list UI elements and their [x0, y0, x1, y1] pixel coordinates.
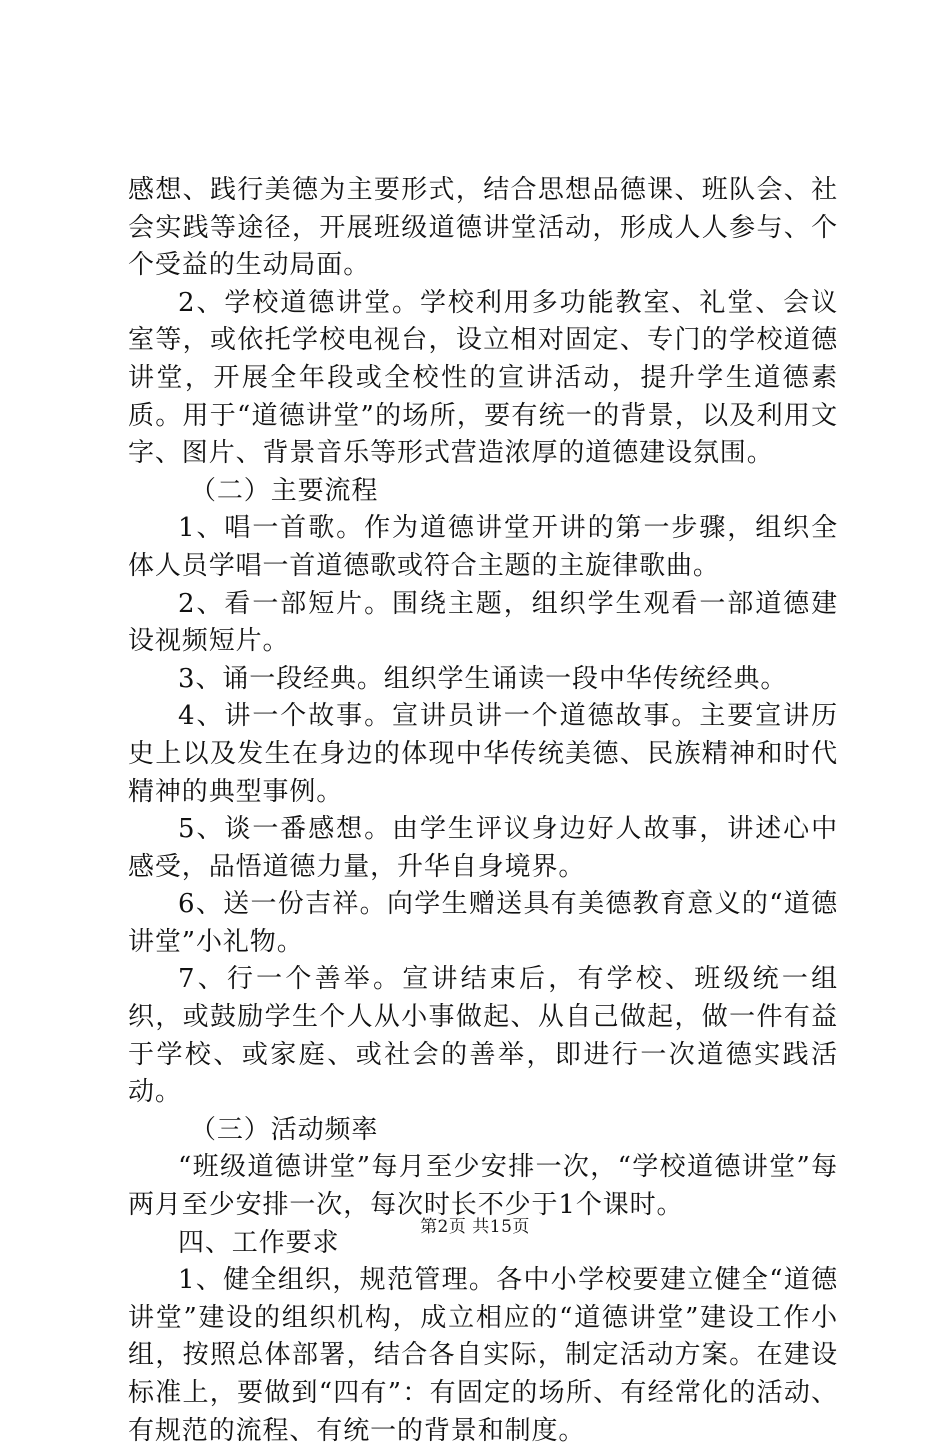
- paragraph-organization: 1、健全组织，规范管理。各中小学校要建立健全“道德讲堂”建设的组织机构，成立相应的“道德讲堂”建设工作小组，按照总体部署，结合各自实际，制定活动方案。在建设标准上，要做到“四有”：有固定的场所、有经常化的活动、有规范的流程、有统一的背景和制度。: [128, 1265, 838, 1446]
- paragraph-step-sing: 1、唱一首歌。作为道德讲堂开讲的第一步骤，组织全体人员学唱一首道德歌或符合主题的主旋律歌曲。: [128, 513, 838, 581]
- paragraph-step-good-deed: 7、行一个善举。宣讲结束后，有学校、班级统一组织，或鼓励学生个人从小事做起、从自己做起，做一件有益于学校、或家庭、或社会的善举，即进行一次道德实践活动。: [128, 964, 838, 1108]
- page-number-footer: 第2页 共15页: [420, 1217, 530, 1237]
- paragraph-step-recite: 3、诵一段经典。组织学生诵读一段中华传统经典。: [178, 663, 788, 694]
- paragraph-step-reflect: 5、谈一番感想。由学生评议身边好人故事，讲述心中感受，品悟道德力量，升华自身境界。: [128, 814, 838, 882]
- paragraph-step-story: 4、讲一个故事。宣讲员讲一个道德故事。主要宣讲历史上以及发生在身边的体现中华传统美德、民族精神和时代精神的典型事例。: [128, 701, 838, 807]
- paragraph-continuation: 感想、践行美德为主要形式，结合思想品德课、班队会、社会实践等途径，开展班级道德讲堂活动，形成人人参与、个个受益的生动局面。: [128, 175, 838, 281]
- paragraph-school-lecture-hall: 2、学校道德讲堂。学校利用多功能教室、礼堂、会议室等，或依托学校电视台，设立相对固定、专门的学校道德讲堂，开展全年段或全校性的宣讲活动，提升学生道德素质。用于“道德讲堂”的场所，要有统一的背景，以及利用文字、图片、背景音乐等形式营造浓厚的道德建设氛围。: [128, 287, 838, 469]
- document-body: [128, 172, 838, 1450]
- section-heading-main-process: （二）主要流程: [190, 475, 379, 506]
- section-heading-frequency: （三）活动频率: [190, 1114, 379, 1145]
- paragraph-step-gift: 6、送一份吉祥。向学生赠送具有美德教育意义的“道德讲堂”小礼物。: [128, 889, 838, 957]
- section-heading-work-requirements: 四、工作要求: [178, 1227, 340, 1258]
- paragraph-step-watch: 2、看一部短片。围绕主题，组织学生观看一部道德建设视频短片。: [128, 588, 838, 657]
- paragraph-frequency: “班级道德讲堂”每月至少安排一次，“学校道德讲堂”每两月至少安排一次，每次时长不少于1个课时。: [128, 1152, 838, 1221]
